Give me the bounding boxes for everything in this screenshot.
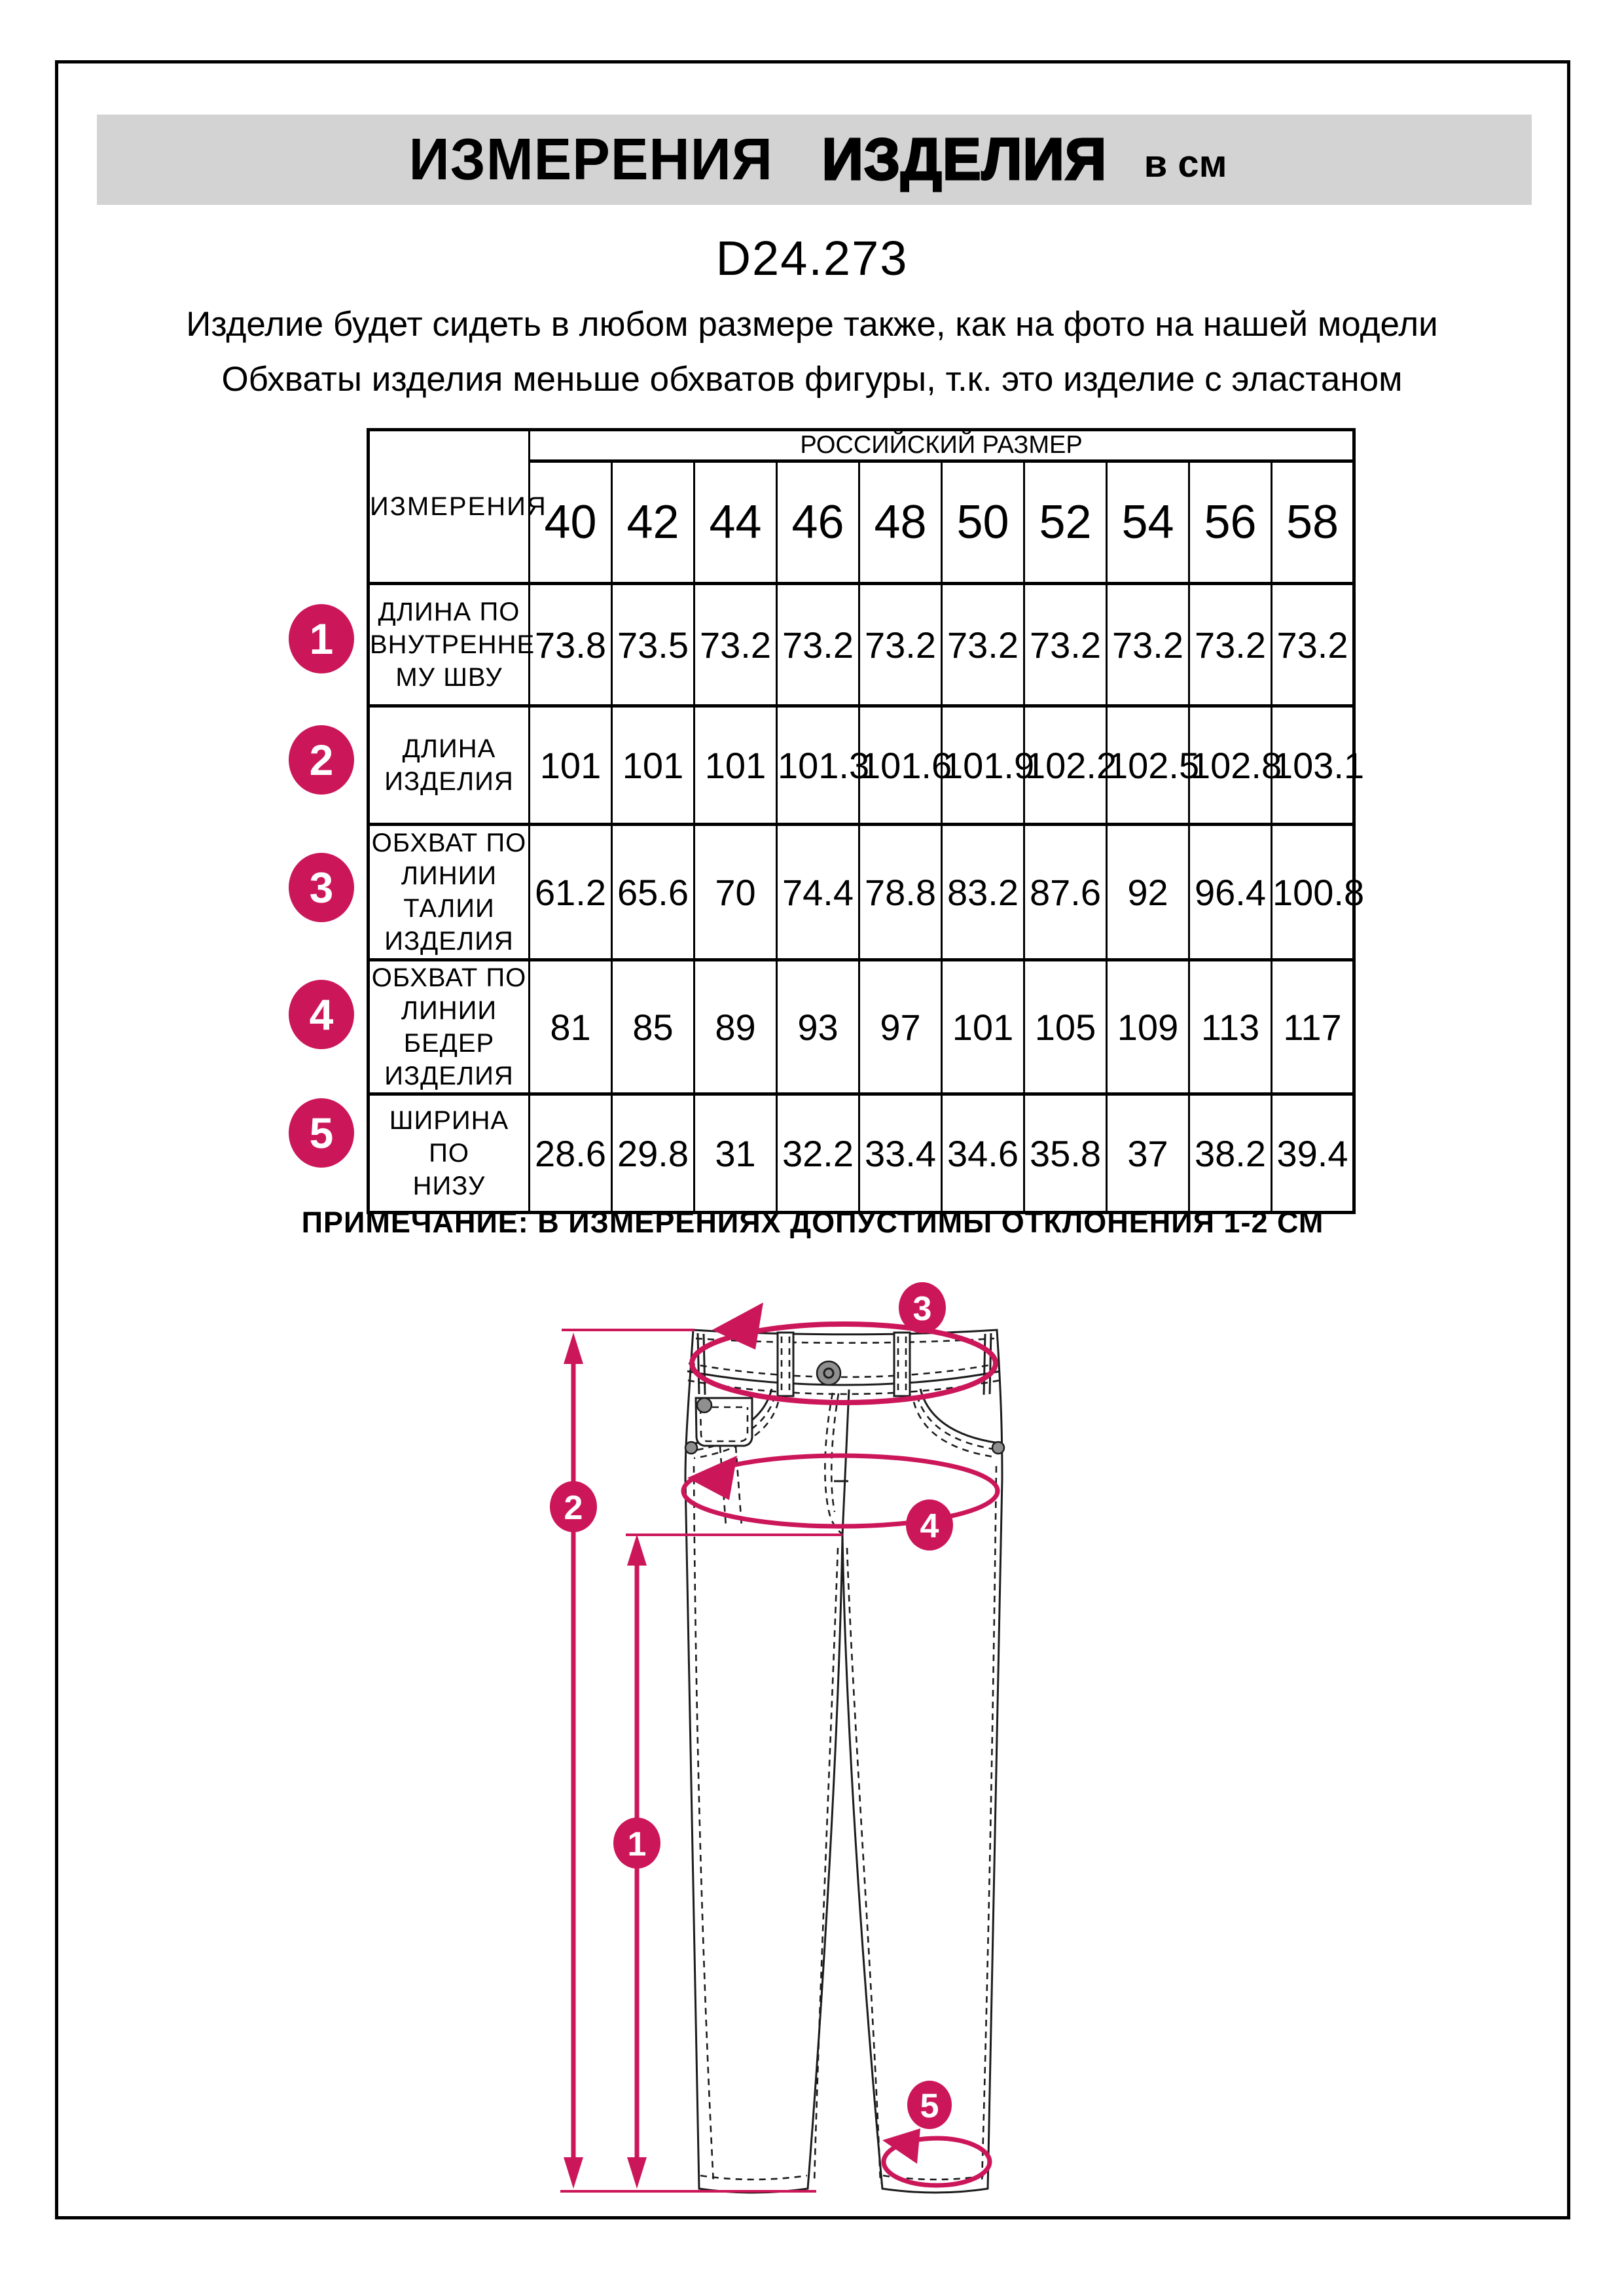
measurement-value: 37 xyxy=(1107,1094,1189,1213)
measurement-value: 73.2 xyxy=(695,584,777,706)
note-text: ПРИМЕЧАНИЕ: В ИЗМЕРЕНИЯХ ДОПУСТИМЫ ОТКЛОНЕНИЯ 1-2 СМ xyxy=(301,1206,1324,1239)
measurement-value: 101.6 xyxy=(859,706,942,825)
diagram-badge-3-digit: 3 xyxy=(912,1290,932,1328)
measurement-label-line: МУ ШВУ xyxy=(395,663,503,692)
subtitle-line-1: Изделие будет сидеть в любом размере также, как на фото на нашей модели xyxy=(186,305,1438,344)
measurement-value: 100.8 xyxy=(1272,825,1354,960)
subtitle-line-2: Обхваты изделия меньше обхватов фигуры, т.к. это изделие с эластаном xyxy=(221,360,1403,399)
measurement-value: 101.9 xyxy=(942,706,1024,825)
measurement-value: 73.2 xyxy=(777,584,859,706)
measurement-value: 38.2 xyxy=(1189,1094,1272,1213)
waist-button xyxy=(817,1361,840,1385)
measurement-value: 70 xyxy=(695,825,777,960)
garment-length-arrowhead-bottom xyxy=(564,2157,583,2189)
diagram-badge-2-digit: 2 xyxy=(564,1489,583,1527)
measurement-value: 35.8 xyxy=(1024,1094,1107,1213)
measurement-value: 78.8 xyxy=(859,825,942,960)
measurement-value: 33.4 xyxy=(859,1094,942,1213)
rivet-left xyxy=(685,1442,697,1454)
measurement-value: 93 xyxy=(777,960,859,1094)
measurement-value: 105 xyxy=(1024,960,1107,1094)
title-unit: в см xyxy=(1144,142,1227,185)
measurement-value: 87.6 xyxy=(1024,825,1107,960)
measurement-value: 31 xyxy=(695,1094,777,1213)
measurement-value: 85 xyxy=(612,960,695,1094)
measurement-value: 102.2 xyxy=(1024,706,1107,825)
measurement-value: 73.2 xyxy=(1272,584,1354,706)
page-title: ИЗМЕРЕНИЯ xyxy=(408,126,774,192)
row-number-badge: 1 xyxy=(289,604,354,673)
measurement-value: 89 xyxy=(695,960,777,1094)
measurement-value: 81 xyxy=(530,960,612,1094)
title-band xyxy=(97,115,1532,205)
table-row xyxy=(369,584,1354,706)
size-column-header: 40 xyxy=(530,461,612,584)
size-column-header: 42 xyxy=(612,461,695,584)
size-column-header: 48 xyxy=(859,461,942,584)
measurement-label-line: ИЗДЕЛИЯ xyxy=(384,927,514,956)
measurement-value: 83.2 xyxy=(942,825,1024,960)
measurement-label-line: ДЛИНА ПО xyxy=(378,598,520,626)
measurement-value: 39.4 xyxy=(1272,1094,1354,1213)
size-column-header: 44 xyxy=(695,461,777,584)
row-number-badge: 3 xyxy=(289,853,354,922)
size-group-header: РОССИЙСКИЙ РАЗМЕР xyxy=(530,430,1354,461)
table-row xyxy=(369,960,1354,1094)
measurement-label-line: ТАЛИИ xyxy=(403,894,495,923)
measurement-value: 101 xyxy=(530,706,612,825)
measurement-value: 101 xyxy=(612,706,695,825)
measurement-label-line: НИЗУ xyxy=(412,1172,486,1200)
measurement-value: 101.3 xyxy=(777,706,859,825)
diagram-badge-1-digit: 1 xyxy=(627,1825,647,1863)
measurement-value: 113 xyxy=(1189,960,1272,1094)
inseam-length-arrowhead-top xyxy=(627,1534,647,1566)
measurement-value: 73.2 xyxy=(1024,584,1107,706)
measurement-value: 102.5 xyxy=(1107,706,1189,825)
measurement-label-line: ИЗДЕЛИЯ xyxy=(384,1062,514,1090)
measurement-label-line: ШИРИНА ПО xyxy=(389,1106,509,1168)
product-code: D24.273 xyxy=(715,231,909,285)
measurement-value: 73.8 xyxy=(530,584,612,706)
measurement-label-line: ИЗДЕЛИЯ xyxy=(384,767,514,796)
diagram-badge-4-digit: 4 xyxy=(920,1507,939,1545)
table-row xyxy=(369,825,1354,960)
size-column-header: 54 xyxy=(1107,461,1189,584)
measurement-label-line: ЛИНИИ xyxy=(401,861,497,890)
measurement-value: 65.6 xyxy=(612,825,695,960)
measurement-value: 102.8 xyxy=(1189,706,1272,825)
measurement-value: 73.5 xyxy=(612,584,695,706)
measurement-label-line: БЕДЕР xyxy=(403,1029,495,1058)
size-column-header: 50 xyxy=(942,461,1024,584)
coin-pocket-button xyxy=(697,1398,712,1412)
jeans-diagram xyxy=(524,1270,1047,2206)
measurement-label xyxy=(369,960,530,1094)
measurement-value: 61.2 xyxy=(530,825,612,960)
inseam-length-arrowhead-bottom xyxy=(627,2157,647,2189)
measurement-value: 101 xyxy=(695,706,777,825)
size-column-header: 46 xyxy=(777,461,859,584)
measurement-value: 73.2 xyxy=(859,584,942,706)
measurement-label-line: ОБХВАТ ПО xyxy=(371,829,527,857)
page-title-word2: ИЗДЕЛИЯ xyxy=(821,126,1108,192)
table-row xyxy=(369,1094,1354,1213)
measurement-value: 96.4 xyxy=(1189,825,1272,960)
measurement-label xyxy=(369,1094,530,1213)
row-number-badge: 2 xyxy=(289,725,354,795)
measurement-value: 101 xyxy=(942,960,1024,1094)
measurement-value: 109 xyxy=(1107,960,1189,1094)
measurement-label-line: ЛИНИИ xyxy=(401,996,497,1025)
table-row xyxy=(369,706,1354,825)
measurement-value: 74.4 xyxy=(777,825,859,960)
measurement-value: 97 xyxy=(859,960,942,1094)
measurement-label xyxy=(369,706,530,825)
measurement-label-line: ОБХВАТ ПО xyxy=(371,963,527,992)
measurement-value: 29.8 xyxy=(612,1094,695,1213)
belt-loop-right xyxy=(894,1333,910,1396)
size-column-header: 52 xyxy=(1024,461,1107,584)
measurement-value: 103.1 xyxy=(1272,706,1354,825)
measurement-label-line: ДЛИНА xyxy=(402,734,496,763)
size-column-header: 56 xyxy=(1189,461,1272,584)
measurement-value: 73.2 xyxy=(1189,584,1272,706)
diagram-badge-5-digit: 5 xyxy=(920,2087,939,2125)
rivet-right xyxy=(992,1442,1004,1454)
measurement-label-line: ВНУТРЕННЕ xyxy=(370,630,535,659)
measurement-value: 117 xyxy=(1272,960,1354,1094)
measurement-label xyxy=(369,584,535,706)
row-number-badge: 5 xyxy=(289,1098,354,1168)
belt-loop-left xyxy=(778,1333,793,1396)
measurement-value: 73.2 xyxy=(942,584,1024,706)
measurement-value: 32.2 xyxy=(777,1094,859,1213)
measurement-value: 92 xyxy=(1107,825,1189,960)
measurement-value: 34.6 xyxy=(942,1094,1024,1213)
measurement-label xyxy=(369,825,530,960)
size-column-header: 58 xyxy=(1272,461,1354,584)
measure-column-header: ИЗМЕРЕНИЯ xyxy=(369,430,530,584)
garment-length-arrowhead-top xyxy=(564,1333,583,1364)
size-table xyxy=(367,428,1365,1214)
measurement-value: 73.2 xyxy=(1107,584,1189,706)
row-number-badge: 4 xyxy=(289,980,354,1049)
table-header-row xyxy=(369,430,1354,461)
measurement-value: 28.6 xyxy=(530,1094,612,1213)
